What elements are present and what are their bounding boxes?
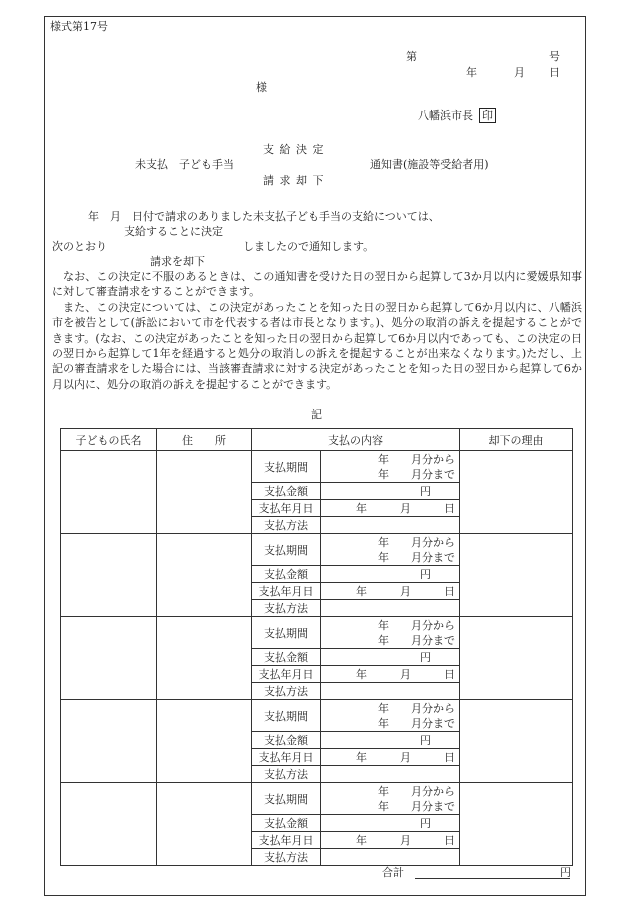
table-header	[61, 429, 573, 451]
issuer	[418, 108, 496, 123]
table-row	[61, 534, 573, 566]
doc-number-prefix: 第	[406, 50, 417, 63]
label-date: 支払年月日	[252, 500, 321, 517]
label-amount: 支払金額	[252, 815, 321, 832]
table-row	[61, 700, 573, 732]
reject-reason-cell[interactable]	[460, 534, 573, 617]
method-value[interactable]	[321, 766, 460, 783]
label-method: 支払方法	[252, 517, 321, 534]
label-period: 支払期間	[252, 451, 321, 483]
title-right: 通知書(施設等受給者用)	[370, 158, 489, 171]
date-value[interactable]: 年 月 日	[321, 500, 460, 517]
label-method: 支払方法	[252, 766, 321, 783]
period-value[interactable]: 年 月分から 年 月分まで	[321, 783, 460, 815]
date-value[interactable]: 年 月 日	[321, 666, 460, 683]
label-period: 支払期間	[252, 700, 321, 732]
total-amount-line[interactable]	[415, 878, 570, 879]
form-number: 様式第17号	[50, 20, 108, 33]
issuer-name: 八幡浜市長	[418, 109, 473, 122]
reject-reason-cell[interactable]	[460, 451, 573, 534]
body-option-approve: 支給することに決定	[124, 225, 223, 238]
label-method: 支払方法	[252, 849, 321, 866]
header-address: 住 所	[157, 429, 252, 451]
table-row	[61, 617, 573, 649]
label-amount: 支払金額	[252, 483, 321, 500]
total-label: 合計	[382, 866, 404, 879]
date-day: 日	[549, 66, 560, 79]
address-cell[interactable]	[157, 451, 252, 534]
header-payment-details: 支払の内容	[252, 429, 460, 451]
reject-reason-cell[interactable]	[460, 700, 573, 783]
reject-reason-cell[interactable]	[460, 783, 573, 866]
child-name-cell[interactable]	[61, 451, 157, 534]
date-value[interactable]: 年 月 日	[321, 583, 460, 600]
body-line3-right: しましたので通知します。	[243, 240, 375, 253]
amount-value[interactable]: 円	[321, 649, 460, 666]
address-cell[interactable]	[157, 534, 252, 617]
title-left: 未支払 子ども手当	[135, 158, 234, 171]
child-name-cell[interactable]	[61, 534, 157, 617]
child-name-cell[interactable]	[61, 617, 157, 700]
body-option-reject: 請求を却下	[150, 255, 205, 268]
date-value[interactable]: 年 月 日	[321, 832, 460, 849]
child-name-cell[interactable]	[61, 783, 157, 866]
label-date: 支払年月日	[252, 749, 321, 766]
body-line1: 年 月 日付で請求のありました未支払子ども手当の支給については、	[88, 210, 440, 223]
table-row	[61, 451, 573, 483]
seal-mark: 印	[479, 108, 496, 123]
title-option-reject: 請 求 却 下	[263, 174, 325, 187]
method-value[interactable]	[321, 849, 460, 866]
child-name-cell[interactable]	[61, 700, 157, 783]
header-reject-reason: 却下の理由	[460, 429, 573, 451]
date-value[interactable]: 年 月 日	[321, 749, 460, 766]
appeal-text: なお、この決定に不服のあるときは、この通知書を受けた日の翌日から起算して3か月以内に愛媛県知事に対して審査請求をすることができます。	[52, 270, 582, 299]
label-date: 支払年月日	[252, 583, 321, 600]
method-value[interactable]	[321, 517, 460, 534]
date-year: 年	[466, 66, 477, 79]
label-method: 支払方法	[252, 683, 321, 700]
amount-value[interactable]: 円	[321, 732, 460, 749]
method-value[interactable]	[321, 600, 460, 617]
label-date: 支払年月日	[252, 666, 321, 683]
label-amount: 支払金額	[252, 649, 321, 666]
lawsuit-text: また、この決定については、この決定があったことを知った日の翌日から起算して6か月以内に、八幡浜市を被告として(訴訟において市を代表する者は市長となります。)、処分の取消の訴えを提起することができます。(なお、この決定があったことを知った日の翌日から起算して6か月以内であっても、この決定の日の翌日から起算して1年を経過すると処分の取消しの訴えを提起することが出来なくなります。)ただし、上記の審査請求をした場合には、当該審査請求に対する決定があったことを知った日の翌日から起算して6か月以内に、処分の取消の訴えを提起することができます。	[52, 300, 582, 391]
record-label: 記	[311, 408, 322, 421]
doc-number-suffix: 号	[549, 50, 560, 63]
period-value[interactable]: 年 月分から 年 月分まで	[321, 534, 460, 566]
appeal-paragraph	[52, 269, 582, 392]
total-unit: 円	[560, 866, 571, 879]
address-cell[interactable]	[157, 617, 252, 700]
label-period: 支払期間	[252, 617, 321, 649]
label-period: 支払期間	[252, 534, 321, 566]
table-row	[61, 783, 573, 815]
recipient-suffix: 様	[256, 81, 267, 94]
address-cell[interactable]	[157, 700, 252, 783]
method-value[interactable]	[321, 683, 460, 700]
label-method: 支払方法	[252, 600, 321, 617]
label-amount: 支払金額	[252, 566, 321, 583]
reject-reason-cell[interactable]	[460, 617, 573, 700]
header-child-name: 子どもの氏名	[61, 429, 157, 451]
amount-value[interactable]: 円	[321, 483, 460, 500]
period-value[interactable]: 年 月分から 年 月分まで	[321, 700, 460, 732]
payment-table	[60, 428, 573, 866]
amount-value[interactable]: 円	[321, 815, 460, 832]
title-option-decision: 支 給 決 定	[263, 143, 325, 156]
period-value[interactable]: 年 月分から 年 月分まで	[321, 617, 460, 649]
period-value[interactable]: 年 月分から 年 月分まで	[321, 451, 460, 483]
body-line3-left: 次のとおり	[52, 240, 107, 253]
label-amount: 支払金額	[252, 732, 321, 749]
label-date: 支払年月日	[252, 832, 321, 849]
address-cell[interactable]	[157, 783, 252, 866]
label-period: 支払期間	[252, 783, 321, 815]
amount-value[interactable]: 円	[321, 566, 460, 583]
date-month: 月	[514, 66, 525, 79]
